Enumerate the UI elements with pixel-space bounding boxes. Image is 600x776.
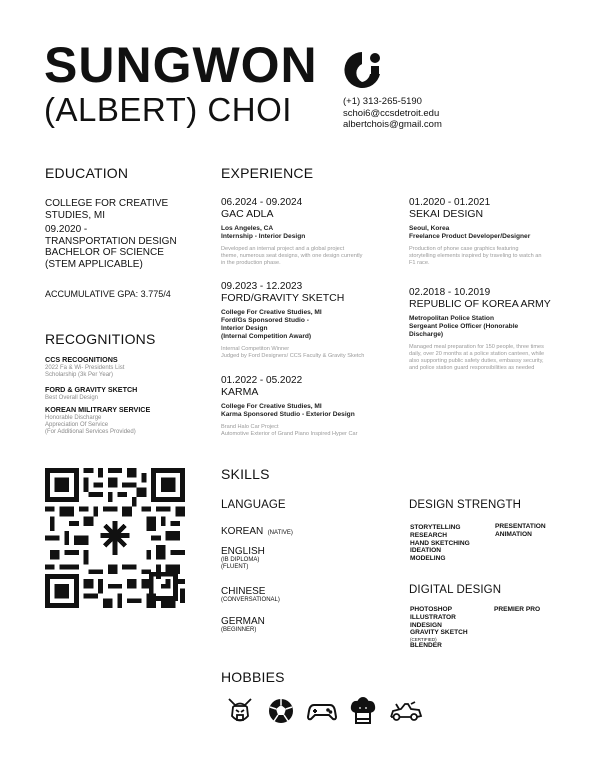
digital-design-list-col2: [494, 606, 540, 614]
language-name: CHINESE: [221, 586, 266, 597]
school-name-line2: STUDIES, MI: [45, 209, 106, 221]
language-name: ENGLISH: [221, 546, 265, 557]
skill-item: MODELING: [410, 555, 446, 563]
ci-monogram-logo-icon: [342, 50, 382, 90]
experience-item: [409, 197, 584, 267]
experience-desc: [221, 424, 396, 438]
language-item: [221, 616, 265, 634]
experience-meta-line: Ford/Gs Sponsored Studio -: [221, 317, 309, 324]
language-level: (IB DIPLOMA): [221, 557, 260, 563]
experience-meta-line: Los Angeles, CA: [221, 225, 274, 232]
language-item: [221, 521, 293, 539]
recognition-item: [45, 406, 205, 436]
experience-desc-line: also supporting public safety duties, embassy security,: [409, 358, 544, 364]
digital-design-list-col1: [410, 606, 468, 650]
chef-hat-icon: [348, 696, 378, 726]
language-item: [221, 586, 280, 604]
skill-item: HAND SKETCHING: [410, 539, 470, 547]
experience-desc: [221, 346, 396, 360]
experience-desc-line: storytelling elements inspired by traveling to watch an: [409, 253, 542, 259]
language-level: (FLUENT): [221, 564, 249, 570]
experience-meta-line: Seoul, Korea: [409, 225, 450, 232]
experience-desc: [409, 344, 584, 372]
contact-info: [343, 96, 442, 131]
experience-date: 01.2022 - 05.2022: [221, 375, 303, 386]
experience-meta-line: College For Creative Studies, MI: [221, 309, 322, 316]
experience-desc-line: F1 race.: [409, 260, 430, 266]
school-name-line1: COLLEGE FOR CREATIVE: [45, 198, 169, 209]
software-item: GRAVITY SKETCH: [410, 629, 468, 637]
software-item: ILLUSTRATOR: [410, 613, 456, 621]
experience-meta: [221, 225, 396, 241]
experience-desc-line: Judged by Ford Designers/ CCS Faculty & Gravity Sketch: [221, 353, 365, 359]
experience-meta: [221, 309, 396, 341]
experience-item: [221, 197, 396, 267]
school-email-link[interactable]: schoi6@ccsdetroit.edu: [343, 107, 440, 119]
hobbies-heading: HOBBIES: [221, 669, 285, 685]
certified-note: (CERTIFIED): [410, 637, 437, 643]
skill-item: PRESENTATION: [495, 523, 546, 530]
recognition-title: KOREAN MILITRARY SERVICE: [45, 405, 151, 414]
experience-heading: EXPERIENCE: [221, 165, 314, 181]
experience-meta-line: (Internal Competition Award): [221, 333, 312, 340]
phone-number[interactable]: (+1) 313-265-5190: [343, 96, 422, 107]
skill-item: RESEARCH: [410, 531, 448, 539]
software-item: PREMIER PRO: [494, 606, 541, 613]
recognition-item: [45, 356, 205, 379]
language-level: (NATIVE): [267, 530, 293, 536]
experience-meta-line: Discharge): [409, 331, 444, 338]
skills-heading: SKILLS: [221, 466, 270, 482]
experience-date: 09.2023 - 12.2023: [221, 281, 303, 292]
recognition-detail: Appreciation Of Service: [45, 421, 109, 428]
experience-meta-line: Sergeant Police Officer (Honorable: [409, 323, 519, 330]
recognition-detail: Scholarship (3k Per Year): [45, 371, 114, 378]
experience-desc: [409, 246, 584, 267]
language-name: GERMAN: [221, 616, 265, 627]
language-heading: LANGUAGE: [221, 499, 286, 511]
name-second: (ALBERT) CHOI: [44, 91, 292, 128]
experience-meta: [221, 403, 396, 419]
recognition-title: FORD & GRAVITY SKETCH: [45, 385, 138, 394]
experience-meta-line: Karma Sponsored Studio - Exterior Design: [221, 411, 355, 418]
education-degree: BACHELOR OF SCIENCE: [45, 247, 164, 258]
recognition-title: CCS RECOGNITIONS: [45, 355, 118, 364]
experience-company: KARMA: [221, 386, 259, 398]
software-item: BLENDER: [410, 642, 442, 650]
hobby-icons: [225, 696, 423, 726]
experience-desc-line: in the production phase.: [221, 260, 281, 266]
education-major: TRANSPORTATION DESIGN: [45, 235, 177, 247]
game-controller-icon: [307, 696, 337, 726]
experience-desc: [221, 246, 396, 267]
experience-item: [221, 281, 396, 360]
experience-company: GAC ADLA: [221, 208, 274, 220]
gpa: ACCUMULATIVE GPA: 3.775/4: [45, 289, 171, 299]
recognition-detail: 2022 Fa & Wi- Presidents List: [45, 364, 125, 371]
experience-date: 06.2024 - 09.2024: [221, 197, 303, 208]
experience-company: SEKAI DESIGN: [409, 208, 484, 220]
design-strength-list-col1: [410, 524, 470, 563]
language-level: (CONVERSATIONAL): [221, 597, 280, 603]
language-item: [221, 546, 265, 571]
experience-meta-line: Metropolitan Police Station: [409, 315, 494, 322]
experience-desc-line: Brand Halo Car Project: [221, 424, 279, 430]
experience-company: REPUBLIC OF KOREA ARMY: [409, 298, 551, 310]
linktree-qr-code-icon[interactable]: [45, 468, 185, 608]
education-note: (STEM APPLICABLE): [45, 258, 143, 270]
experience-meta: [409, 315, 584, 339]
experience-meta-line: Interior Design: [221, 325, 268, 332]
skill-item: IDEATION: [410, 547, 442, 555]
experience-date: 02.2018 - 10.2019: [409, 287, 491, 298]
skill-item: STORYTELLING: [410, 524, 461, 531]
digital-design-heading: DIGITAL DESIGN: [409, 584, 502, 596]
experience-desc-line: Production of phone case graphics featuring: [409, 246, 519, 252]
language-name: KOREAN: [221, 526, 264, 537]
experience-desc-line: and police station guard responsibilities as needed: [409, 365, 535, 371]
personal-email-link[interactable]: albertchois@gmail.com: [343, 119, 442, 130]
design-strength-heading: DESIGN STRENGTH: [409, 499, 522, 511]
experience-company: FORD/GRAVITY SKETCH: [221, 292, 345, 304]
experience-desc-line: theme, numerous seat designs, with one design currently: [221, 253, 363, 259]
experience-item: [409, 287, 584, 372]
experience-desc-line: Managed meal preparation for 150 people, three times: [409, 344, 544, 350]
name-first: SUNGWON: [44, 37, 318, 93]
experience-desc-line: daily, over 20 months at a police station canteen, while: [409, 351, 545, 357]
experience-desc-line: Internal Competiton Winner: [221, 346, 290, 352]
recognition-item: [45, 386, 205, 402]
recognitions-heading: RECOGNITIONS: [45, 331, 156, 347]
experience-desc-line: Automotive Exterior of Grand Piano Inspired Hyper Car: [221, 431, 358, 437]
experience-meta-line: Freelance Product Developer/Designer: [409, 233, 531, 240]
design-strength-list-col2: [495, 523, 546, 539]
experience-meta: [409, 225, 584, 241]
gundam-robot-icon: [225, 696, 255, 726]
education-heading: EDUCATION: [45, 165, 129, 181]
experience-meta-line: College For Creative Studies, MI: [221, 403, 322, 410]
skill-item: ANIMATION: [495, 530, 532, 538]
recognition-detail: Best Overall Design: [45, 394, 99, 401]
experience-meta-line: Internship - Interior Design: [221, 233, 306, 240]
education-date: 09.2020 -: [45, 224, 88, 235]
software-item: PHOTOSHOP: [410, 606, 453, 613]
education-block: [45, 198, 210, 270]
language-level: (BEGINNER): [221, 627, 257, 633]
recognition-detail: (For Additional Services Provided): [45, 428, 136, 435]
recognition-detail: Honorable Discharge: [45, 414, 102, 421]
experience-date: 01.2020 - 01.2021: [409, 197, 491, 208]
software-item: INDESIGN: [410, 621, 442, 629]
soccer-ball-icon: [266, 696, 296, 726]
experience-item: [221, 375, 396, 438]
experience-desc-line: Developed an internal project and a global project: [221, 246, 345, 252]
go-kart-icon: [389, 696, 423, 726]
